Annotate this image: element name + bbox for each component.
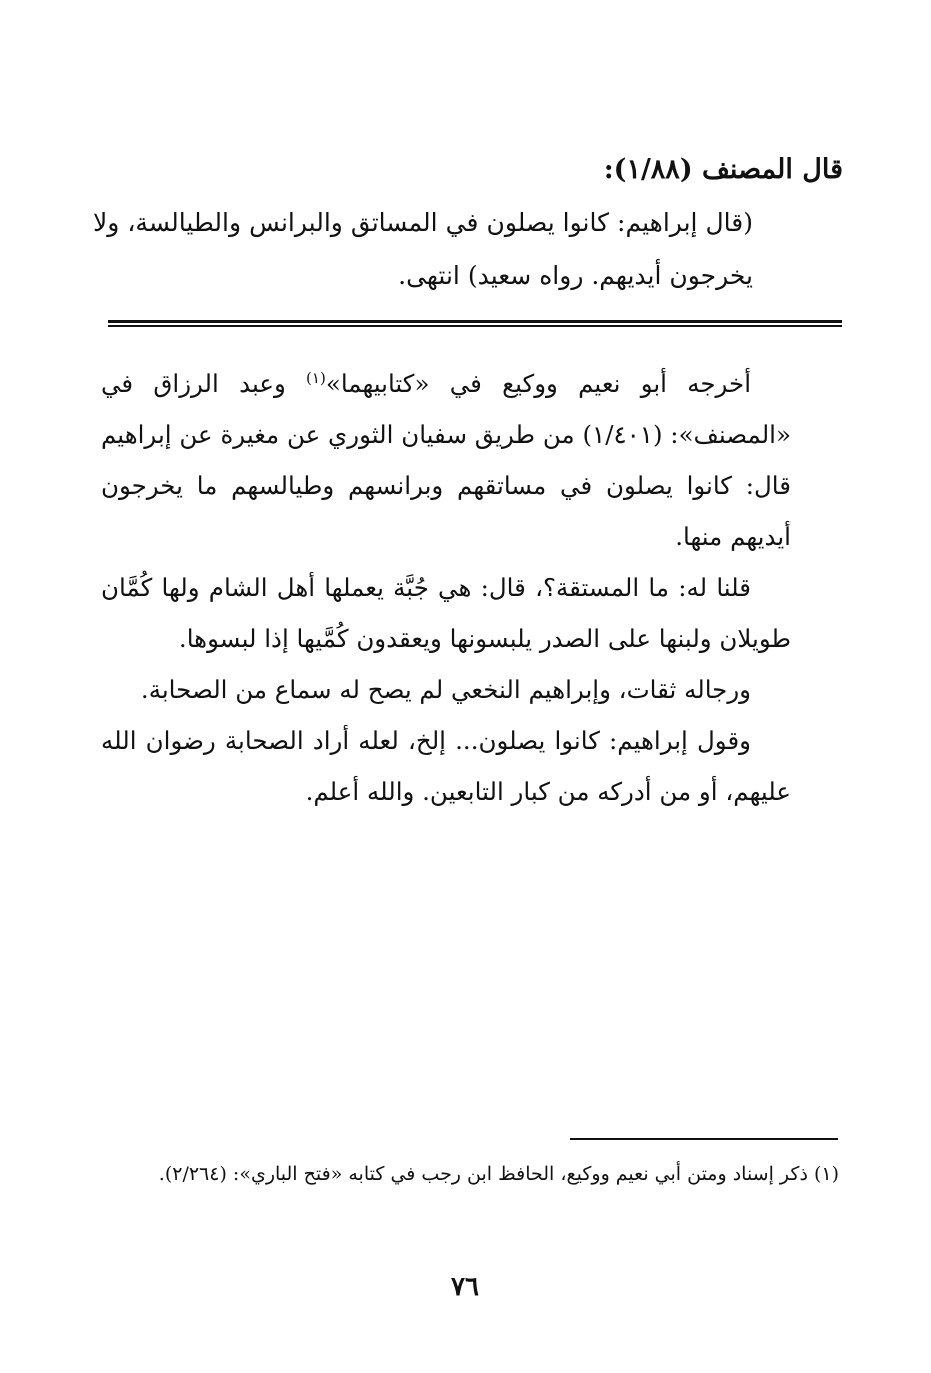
- paragraph-1: [101, 358, 791, 562]
- paragraph-3: ورجاله ثقات، وإبراهيم النخعي لم يصح له سماع من الصحابة.: [140, 675, 751, 704]
- paragraph-1-start: أخرجه أبو نعيم ووكيع في «كتابيهما»: [325, 369, 751, 398]
- divider-rule-top: [108, 320, 842, 323]
- paragraph-4: وقول إبراهيم: كانوا يصلون... إلخ، لعله أراد الصحابة رضوان الله عليهم، أو من أدركه من كبار التابعين. والله أعلم.: [101, 726, 791, 806]
- footnote-reference[interactable]: (١): [306, 368, 326, 387]
- quoted-text: (قال إبراهيم: كانوا يصلون في المساتق والبرانس والطيالسة، ولا يخرجون أيديهم. رواه سعيد) انتهى.: [93, 208, 753, 290]
- divider-rule-bottom: [108, 325, 842, 327]
- paragraph-2: قلنا له: ما المستقة؟، قال: هي جُبَّة يعملها أهل الشام ولها كُمَّان طويلان ولبنها على الصدر يلبسونها ويعقدون كُمَّيها إذا لبسوها.: [101, 573, 791, 653]
- page-number: ٧٦: [451, 1272, 479, 1302]
- section-heading: قال المصنف (١/٨٨):: [603, 154, 843, 185]
- footnote-text: (١) ذكر إسناد ومتن أبي نعيم ووكيع، الحافظ ابن رجب في كتابه «فتح الباري»: (٢/٢٦٤).: [158, 1163, 839, 1185]
- commentary-body: [101, 358, 791, 817]
- paragraph-1-rest: وعبد الرزاق في «المصنف»: (١/٤٠١) من طريق سفيان الثوري عن مغيرة عن إبراهيم قال: كانوا يصلون في مساتقهم وبرانسهم وطيالسهم ما يخرجون أيديهم منها.: [101, 369, 791, 551]
- footnote-divider: [570, 1138, 838, 1140]
